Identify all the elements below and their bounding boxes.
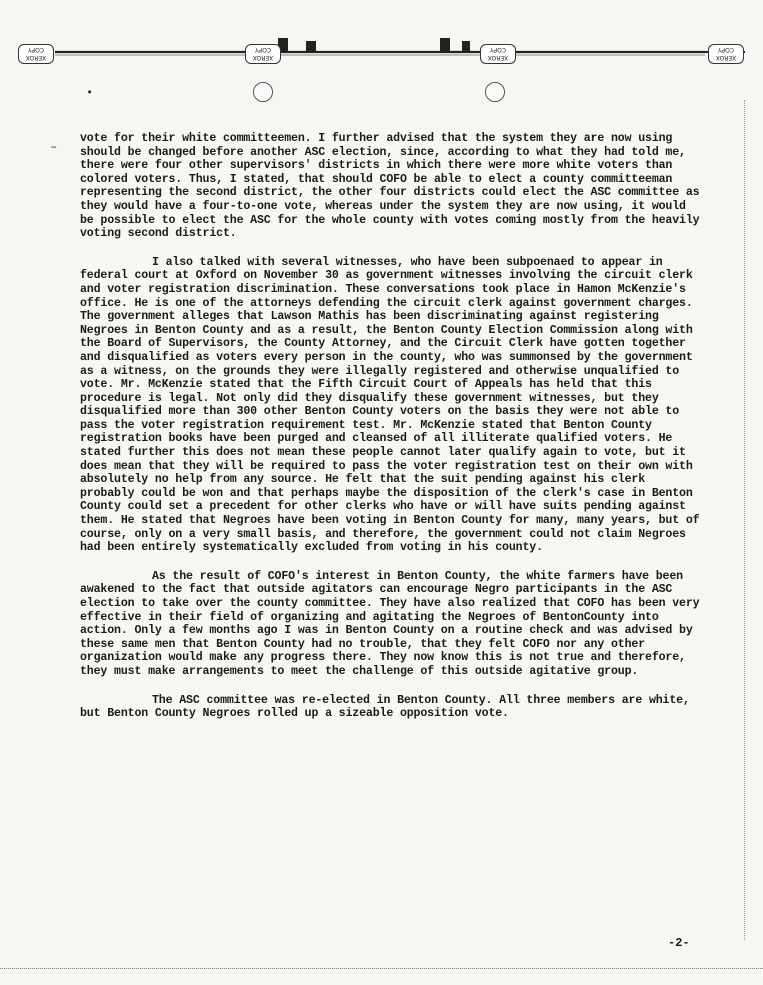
margin-dot-mark: • — [86, 86, 94, 100]
page-bottom-edge — [0, 968, 763, 979]
page-right-edge — [744, 100, 746, 940]
binding-strip — [0, 38, 763, 68]
xerox-stamp-right: XEROX COPY — [708, 44, 744, 64]
margin-dash-mark: – — [50, 140, 58, 154]
paragraph-election-result: The ASC committee was re-elected in Benton County. All three members are white, but Benton County Negroes rolled up a sizeable opposition vote. — [80, 693, 697, 721]
paragraph-committee-system: vote for their white committeemen. I further advised that the system they are now using should be changed before another ASC election, since, according to what they had told me, there were four other supervisors' districts in which there were more white voters than colored voters. Thus, I stated, that should COFO be able to elect a county committeeman representing the second district, the other four districts could elect the ASC committee as they would have a four-to-one vote, whereas under the system they are now using, it would be possible to elect the ASC for the whole county with votes coming mostly from the heavily voting second district. — [80, 132, 707, 241]
paragraph-cofo-interest: As the result of COFO's interest in Benton County, the white farmers have been awakened to the fact that outside agitators can encourage Negro participants in the ASC election to take over the county committee. They have also realized that COFO has been very effective in their field of organizing and agitating the Negroes of BentonCounty into action. Only a few months ago I was in Benton County on a routine check and was advised by these same men that Benton County had no trouble, that they felt COFO nor any other organization would make any progress there. They now know this is not true and therefore, they must make arrangements to meet the challenge of this outside agitative group. — [80, 569, 707, 678]
xerox-stamp-center-right: XEROX COPY — [480, 44, 516, 64]
punch-hole-right — [485, 82, 505, 102]
xerox-stamp-center-left: XEROX COPY — [245, 44, 281, 64]
xerox-stamp-left: XEROX COPY — [18, 44, 54, 64]
page-number: -2- — [668, 936, 690, 950]
punch-hole-left — [253, 82, 273, 102]
report-body — [80, 132, 707, 736]
paragraph-witnesses: I also talked with several witnesses, who have been subpoenaed to appear in federal court at Oxford on November 30 as government witnesses involving the circuit clerk and voter registration discrimination. These conversations took place in Hamon McKenzie's office. He is one of the attorneys defending the circuit clerk against government charges. The government alleges that Lawson Mathis has been discriminating against registering Negroes in Benton County and as a result, the Benton County Election Commission along with the Board of Supervisors, the County Attorney, and the Circuit Clerk have gotten together and disqualified as voters every person in the county, who was summonsed by the government as a witness, on the grounds they were illegally registered and otherwise unqualified to vote. Mr. McKenzie stated that the Fifth Circuit Court of Appeals has held that this procedure is legal. Not only did they disqualify these government witnesses, but they disqualified more than 300 other Benton County voters on the basis they were not able to pass the voter registration requirement test. Mr. McKenzie stated that Benton County registration books have been purged and cleansed of all illiterate qualified voters. He stated further this does not mean these people cannot later qualify again to vote, but it does mean that they will be required to pass the voter registration test on their own with absolutely no help from any source. He felt that the suit pending against his clerk probably could be won and that perhaps maybe the disposition of the clerk's case in Benton County could set a precedent for other clerks who have or will have suits pending against them. He stated that Negroes have been voting in Benton County for many, many years, but of course, only on a very small basis, and therefore, the government could not claim Negroes had been entirely systematically excluded from voting in his county. — [80, 255, 707, 555]
